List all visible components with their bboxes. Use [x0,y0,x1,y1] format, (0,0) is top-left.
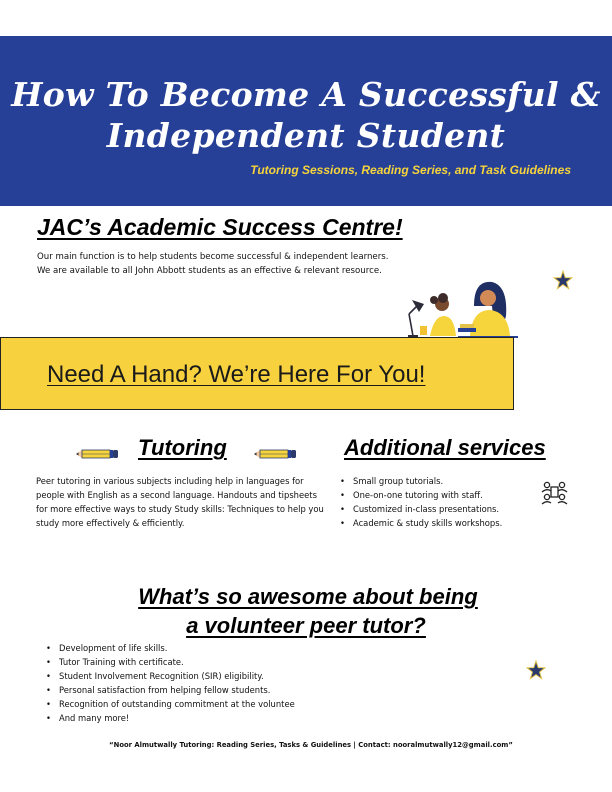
list-item: • Customized in-class presentations. [340,502,502,516]
additional-services-title: Additional services [344,435,546,460]
list-item: • And many more! [46,711,295,725]
page-title [0,74,612,156]
title-line-2: Independent Student [106,116,506,155]
star-icon [526,660,546,680]
list-item: • Tutor Training with certificate. [46,655,295,669]
title-line-1: How To Become A Successful & [11,75,601,114]
list-item: • Academic & study skills workshops. [340,516,502,530]
footer-contact: “Noor Almutwally Tutoring: Reading Series, Tasks & Guidelines | Contact: nooralmutwally12@gmail.com” [109,741,513,749]
help-banner-text: Need A Hand? We’re Here For You! [47,361,426,388]
pencil-icon [254,449,296,459]
list-item: • Recognition of outstanding commitment at the voluntee [46,697,295,711]
academic-success-title: JAC’s Academic Success Centre! [37,214,403,240]
page-subtitle: Tutoring Sessions, Reading Series, and Task Guidelines [250,163,571,177]
list-item: • Student Involvement Recognition (SIR) eligibility. [46,669,295,683]
tutoring-title: Tutoring [138,435,227,460]
additional-services-list [340,474,502,530]
pencil-icon [76,449,118,459]
header-banner [0,36,612,206]
tutoring-body: Peer tutoring in various subjects including help in languages for people with English as a second language. Handouts and tipsheets for more effective ways to study Study skills: Techniques to help you study more effectively & efficiently. [36,476,324,528]
volunteer-title-line-2: a volunteer peer tutor? [186,613,426,638]
academic-success-body: Our main function is to help students become successful & independent learners. We are available to all John Abbott students as an effective & relevant resource. [37,252,389,276]
volunteer-title-line-1: What’s so awesome about being [138,584,478,609]
list-item: • Small group tutorials. [340,474,502,488]
students-illustration [398,276,518,340]
volunteer-benefits-list [46,641,295,725]
help-banner [0,337,514,410]
volunteer-title [0,582,612,640]
list-item: • Personal satisfaction from helping fellow students. [46,683,295,697]
team-icon [541,481,568,505]
list-item: • Development of life skills. [46,641,295,655]
list-item: • One-on-one tutoring with staff. [340,488,502,502]
star-icon [553,270,573,290]
